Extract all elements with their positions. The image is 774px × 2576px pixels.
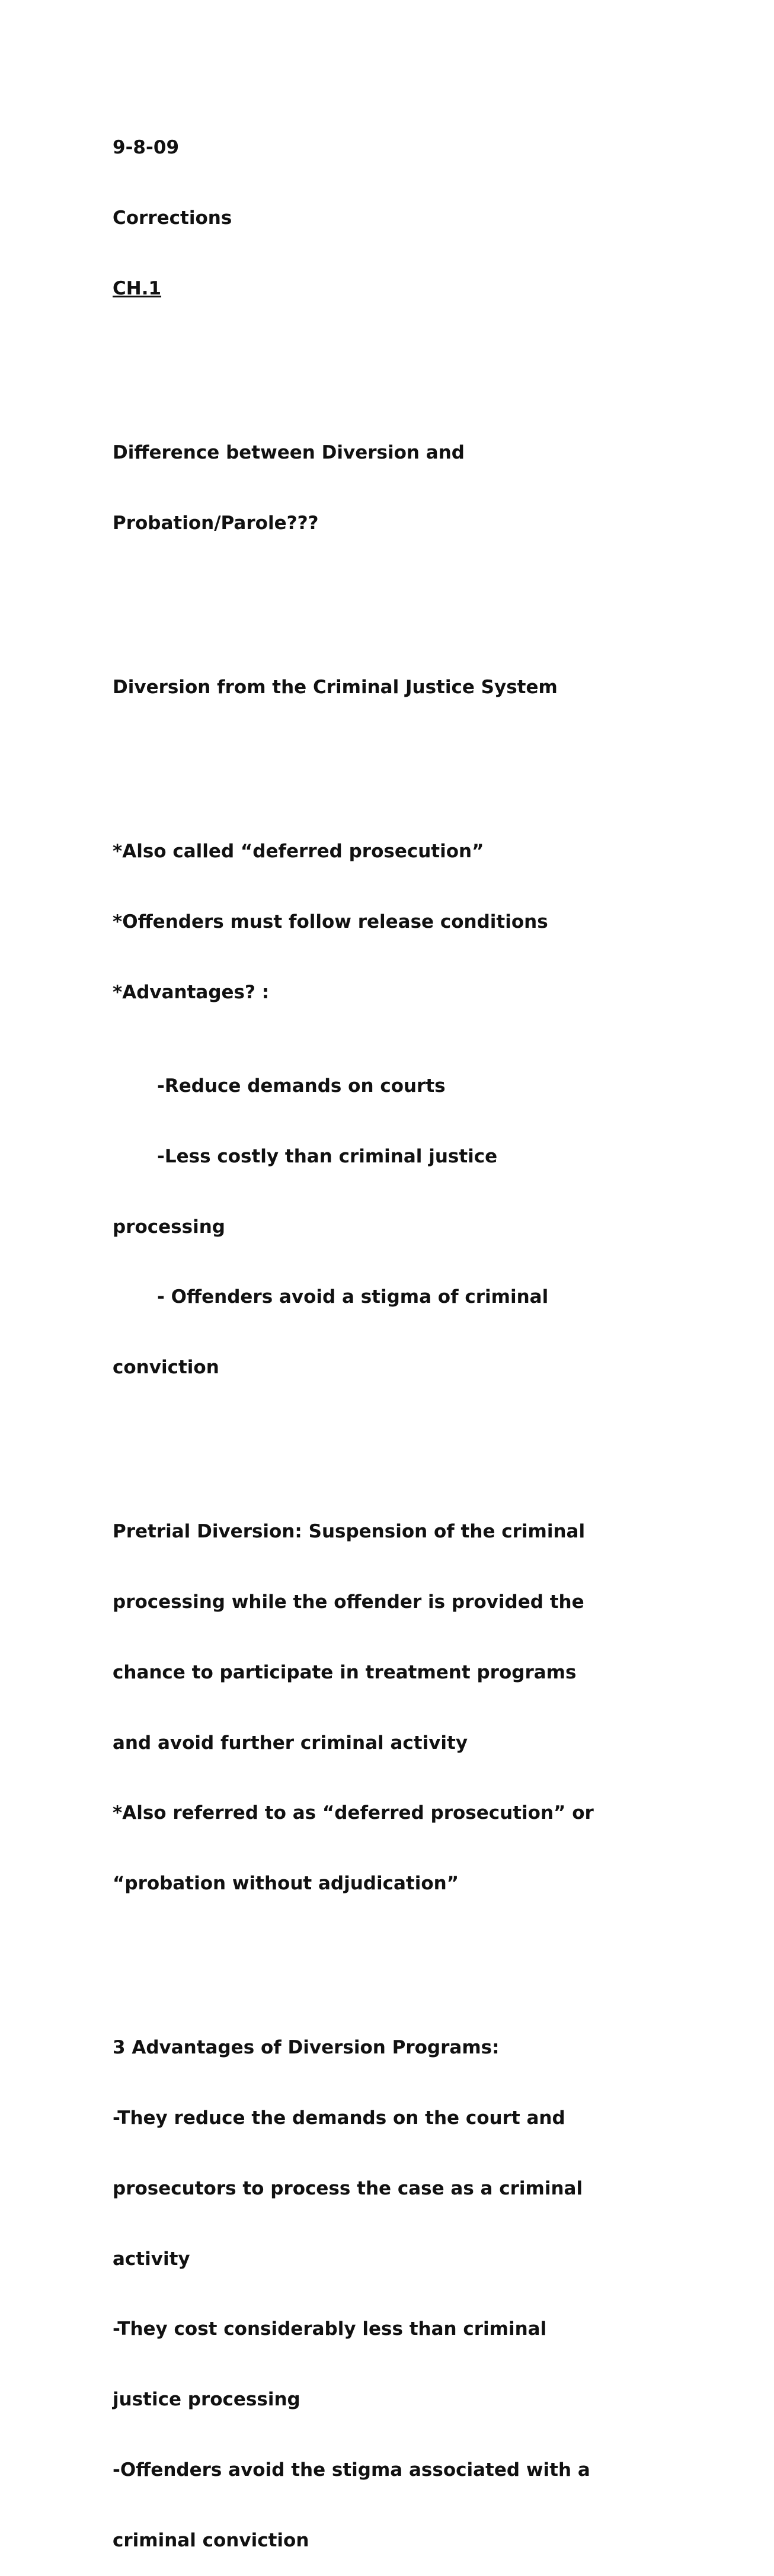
note-date: 9-8-09	[113, 137, 180, 159]
blank-line	[113, 582, 705, 605]
document-page	[113, 89, 705, 2576]
advantages-text-line: -They reduce the demands on the court and	[113, 2107, 565, 2129]
blank-line	[113, 1427, 705, 1450]
pretrial-text-line: and avoid further criminal activity	[113, 1732, 468, 1754]
advantages-text-line: criminal conviction	[113, 2529, 309, 2551]
advantage-item-continued: conviction	[113, 1357, 219, 1379]
blank-line	[113, 348, 705, 371]
blank-line	[113, 1943, 705, 1966]
advantage-item-continued: processing	[113, 1216, 225, 1238]
advantages-text-line: -They cost considerably less than criminal	[113, 2318, 547, 2340]
section-heading: Diversion from the Criminal Justice System	[113, 676, 558, 698]
pretrial-text-line: Pretrial Diversion: Suspension of the criminal	[113, 1521, 586, 1543]
bullet-item: *Advantages? :	[113, 981, 270, 1003]
question-line-2: Probation/Parole???	[113, 512, 319, 534]
advantages-text-line: justice processing	[113, 2389, 300, 2411]
course-title: Corrections	[113, 207, 232, 229]
pretrial-text-line: chance to participate in treatment programs	[113, 1661, 577, 1683]
bullet-item: *Offenders must follow release conditions	[113, 911, 548, 933]
pretrial-text-line: *Also referred to as “deferred prosecution” or	[113, 1802, 594, 1824]
question-line-1: Difference between Diversion and	[113, 441, 465, 463]
advantages-text-line: activity	[113, 2248, 190, 2270]
chapter-label: CH.1	[113, 277, 162, 299]
pretrial-text-line: “probation without adjudication”	[113, 1873, 459, 1895]
pretrial-text-line: processing while the offender is provided the	[113, 1591, 584, 1613]
advantages-text-line: prosecutors to process the case as a criminal	[113, 2177, 583, 2199]
advantages-heading: 3 Advantages of Diversion Programs:	[113, 2037, 500, 2059]
blank-line	[113, 746, 705, 770]
advantage-item: -Less costly than criminal justice	[157, 1145, 498, 1167]
advantages-text-line: -Offenders avoid the stigma associated with a	[113, 2459, 590, 2481]
bullet-item: *Also called “deferred prosecution”	[113, 841, 484, 862]
advantage-item: -Reduce demands on courts	[157, 1075, 446, 1097]
advantage-item: - Offenders avoid a stigma of criminal	[157, 1286, 549, 1308]
